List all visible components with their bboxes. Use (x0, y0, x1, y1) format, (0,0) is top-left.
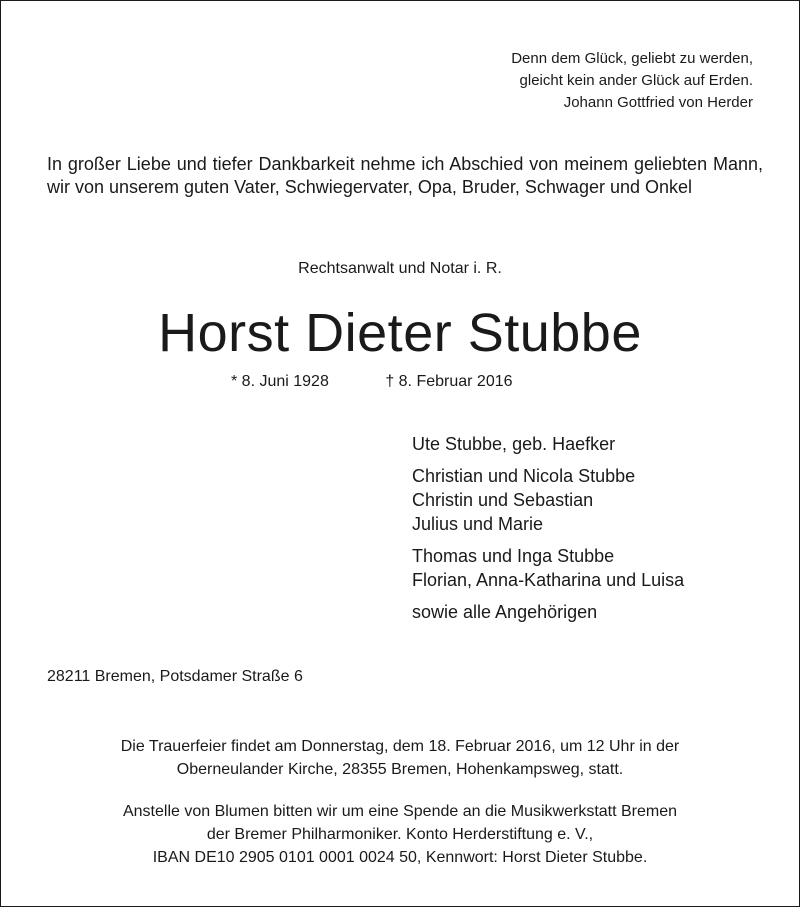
address: 28211 Bremen, Potsdamer Straße 6 (47, 668, 303, 685)
quote-author: Johann Gottfried von Herder (563, 94, 753, 111)
family-group (412, 544, 684, 592)
family-group (412, 432, 684, 456)
family-group (412, 600, 684, 624)
donation-line: IBAN DE10 2905 0101 0001 0024 50, Kennwort: Horst Dieter Stubbe. (152, 849, 648, 866)
deceased-name: Horst Dieter Stubbe (158, 303, 642, 363)
family-member: Christin und Sebastian (412, 490, 594, 510)
intro-text: In großer Liebe und tiefer Dankbarkeit nehme ich Abschied von meinem geliebten Mann, wir von unserem guten Vater, Schwiegervater, Opa, Bruder, Schwager und Onkel (47, 154, 763, 197)
quote-line: Denn dem Glück, geliebt zu werden, (511, 50, 753, 67)
family-member: Florian, Anna-Katharina und Luisa (412, 570, 685, 590)
family-member: sowie alle Angehörigen (412, 602, 598, 622)
donation-line: der Bremer Philharmoniker. Konto Herderstiftung e. V., (206, 826, 594, 843)
family-member: Christian und Nicola Stubbe (412, 466, 636, 486)
deceased-title: Rechtsanwalt und Notar i. R. (298, 260, 502, 277)
family-member: Ute Stubbe, geb. Haefker (412, 434, 616, 454)
death-date: † 8. Februar 2016 (385, 373, 513, 390)
life-dates (231, 373, 513, 391)
funeral-notice (1, 735, 799, 781)
funeral-line: Oberneulander Kirche, 28355 Bremen, Hohenkampsweg, statt. (176, 761, 624, 778)
family-group (412, 464, 684, 536)
family-list (412, 432, 684, 632)
donation-line: Anstelle von Blumen bitten wir um eine Spende an die Musikwerkstatt Bremen (122, 803, 678, 820)
quote-line: gleicht kein ander Glück auf Erden. (519, 72, 753, 89)
birth-date: * 8. Juni 1928 (231, 373, 329, 390)
family-member: Thomas und Inga Stubbe (412, 546, 615, 566)
funeral-line: Die Trauerfeier findet am Donnerstag, dem 18. Februar 2016, um 12 Uhr in der (120, 738, 680, 755)
donation-notice (1, 800, 799, 869)
family-member: Julius und Marie (412, 514, 544, 534)
epigraph-quote (511, 48, 753, 114)
